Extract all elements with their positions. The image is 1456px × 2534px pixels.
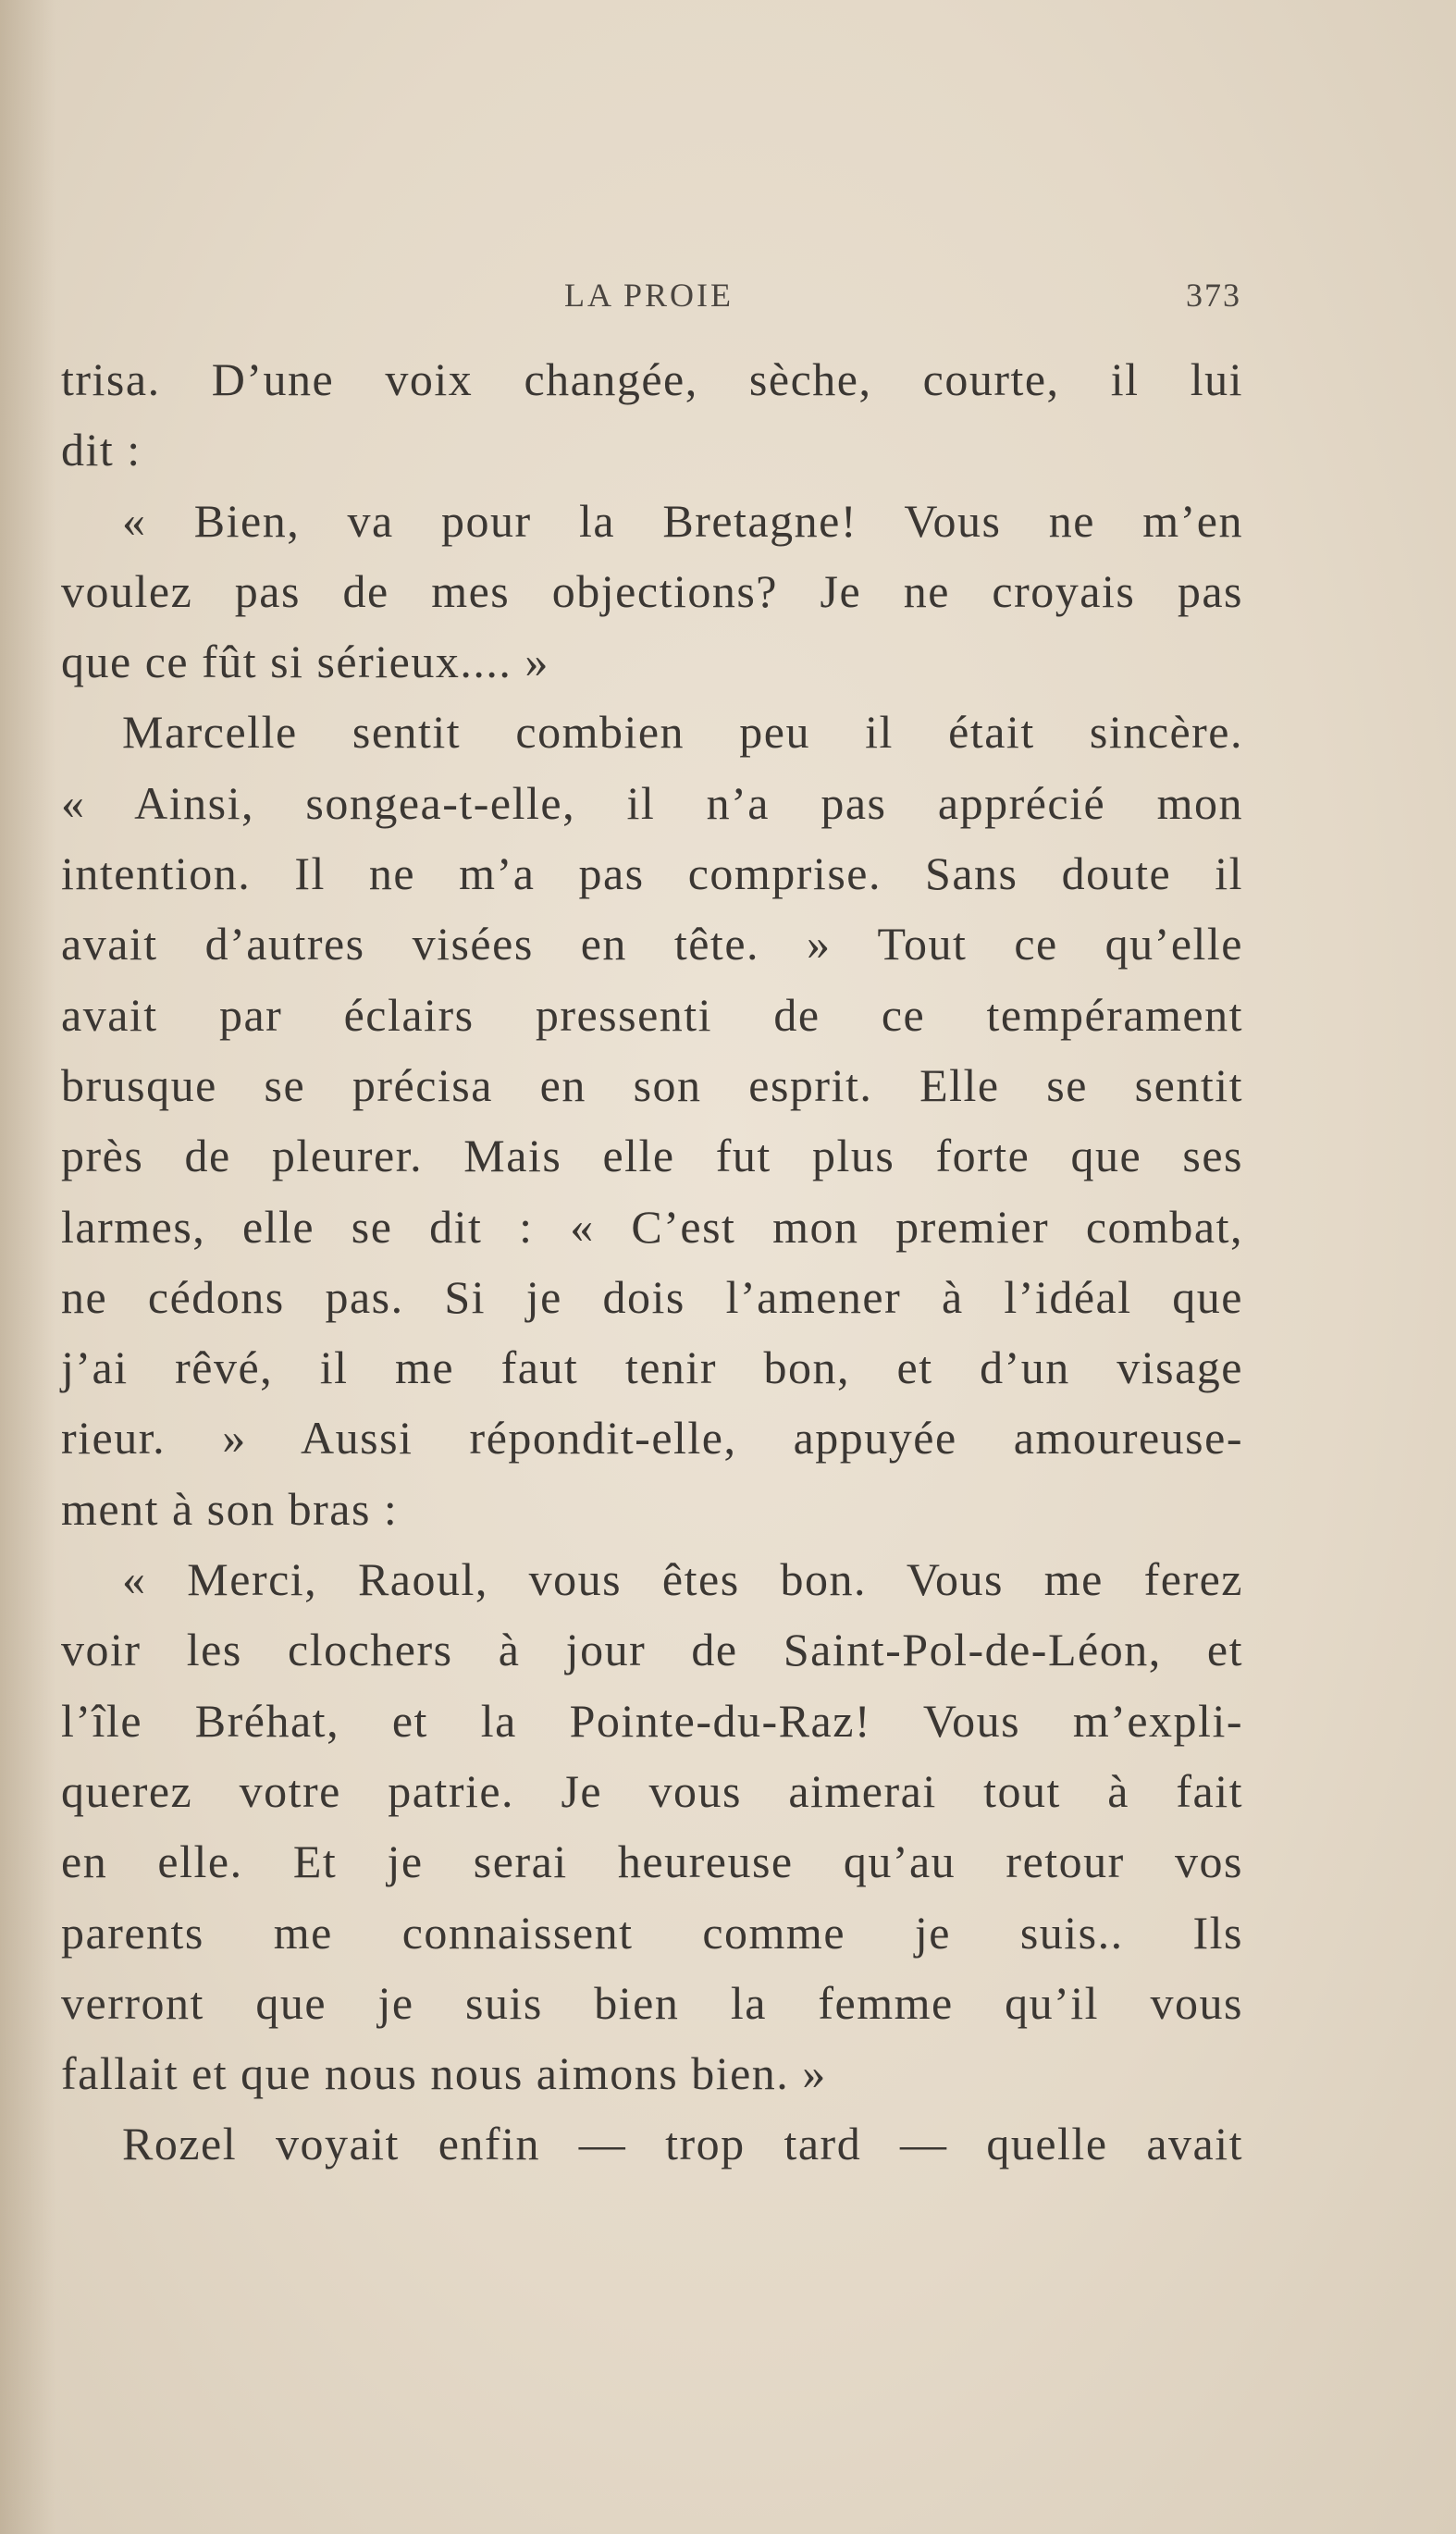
text-line: l’île Bréhat, et la Pointe-du-Raz! Vous m’expli- <box>61 1694 1243 1747</box>
text-line: ment à son bras : <box>61 1482 399 1535</box>
text-line: voulez pas de mes objections? Je ne croyais pas <box>61 564 1243 617</box>
running-header <box>564 276 1249 331</box>
text-line: avait d’autres visées en tête. » Tout ce qu’elle <box>61 918 1243 970</box>
text-line: fallait et que nous nous aimons bien. » <box>61 2047 827 2100</box>
text-line: larmes, elle se dit : « C’est mon premier combat, <box>61 1200 1243 1253</box>
text-line: Marcelle sentit combien peu il était sincère. <box>122 706 1243 759</box>
text-line: brusque se précisa en son esprit. Elle se sentit <box>61 1058 1243 1111</box>
text-line: près de pleurer. Mais elle fut plus forte que ses <box>61 1130 1243 1182</box>
text-line: « Merci, Raoul, vous êtes bon. Vous me ferez <box>122 1553 1243 1606</box>
text-line: « Bien, va pour la Bretagne! Vous ne m’en <box>122 494 1243 547</box>
text-line: verront que je suis bien la femme qu’il vous <box>61 1976 1243 2029</box>
text-line: avait par éclairs pressenti de ce tempérament <box>61 988 1243 1041</box>
running-title: LA PROIE <box>564 277 734 314</box>
text-line: en elle. Et je serai heureuse qu’au retour vos <box>61 1836 1243 1888</box>
text-line: j’ai rêvé, il me faut tenir bon, et d’un visage <box>61 1341 1243 1394</box>
text-line: rieur. » Aussi répondit-elle, appuyée amoureuse- <box>61 1412 1243 1465</box>
text-line: dit : <box>61 424 142 476</box>
body-text <box>61 344 1243 2180</box>
text-line: ne cédons pas. Si je dois l’amener à l’idéal que <box>61 1270 1243 1323</box>
text-line: « Ainsi, songea-t-elle, il n’a pas apprécié mon <box>61 776 1243 829</box>
page-number: 373 <box>1186 277 1241 314</box>
text-line: que ce fût si sérieux.... » <box>61 636 549 688</box>
text-line: trisa. D’une voix changée, sèche, courte, il lui <box>61 353 1243 405</box>
text-line: Rozel voyait enfin — trop tard — quelle avait <box>122 2118 1243 2170</box>
text-line: voir les clochers à jour de Saint-Pol-de-Léon, et <box>61 1624 1243 1676</box>
text-line: querez votre patrie. Je vous aimerai tout à fait <box>61 1764 1243 1817</box>
text-line: intention. Il ne m’a pas comprise. Sans doute il <box>61 847 1243 900</box>
text-line: parents me connaissent comme je suis.. Ils <box>61 1906 1243 1959</box>
